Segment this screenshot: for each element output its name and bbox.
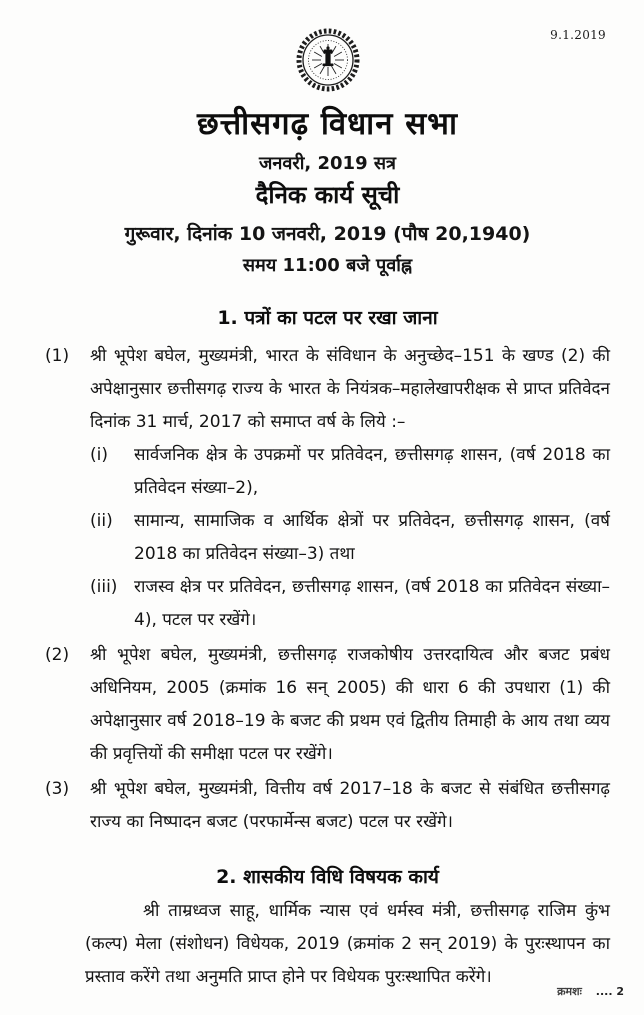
subitem-text: राजस्व क्षेत्र पर प्रतिवेदन, छत्तीसगढ़ शासन, (वर्ष 2018 का प्रतिवेदन संख्या–4), पटल पर रखेंगे।	[134, 577, 610, 630]
next-page-ref: .... 2	[595, 985, 624, 998]
document-title: दैनिक कार्य सूची	[255, 181, 400, 209]
section-2-body	[45, 895, 610, 994]
subitem-text: सामान्य, सामाजिक व आर्थिक क्षेत्रों पर प्रतिवेदन, छत्तीसगढ़ शासन, (वर्ष 2018 का प्रतिवेदन संख्या–3) तथा	[134, 511, 610, 564]
section-1-heading: 1. पत्रों का पटल पर रखा जाना	[217, 307, 438, 329]
sitting-date-line: गुरूवार, दिनांक 10 जनवरी, 2019 (पौष 20,1940)	[124, 223, 531, 245]
assembly-title: छत्तीसगढ़ विधान सभा	[197, 106, 458, 142]
continuation-footer	[557, 984, 624, 999]
agenda-item-3	[45, 773, 610, 839]
header-date: 9.1.2019	[550, 28, 606, 42]
subitem-number: (iii)	[90, 577, 118, 597]
session-line: जनवरी, 2019 सत्र	[259, 153, 396, 174]
item-number: (3)	[45, 779, 70, 799]
agenda-item-1	[45, 340, 610, 439]
item-text: श्री भूपेश बघेल, मुख्यमंत्री, छत्तीसगढ़ राजकोषीय उत्तरदायित्व और बजट प्रबंध अधिनियम, 2005 (क्रमांक 16 सन् 2005) की धारा 6 की उपधारा (1) की अपेक्षानुसार वर्ष 2018–19 के बजट की प्रथम एवं द्वितीय तिमाही के आय तथा व्यय की प्रवृत्तियों की समीक्षा पटल पर रखेंगे।	[90, 645, 610, 764]
agenda-subitem-iii	[90, 571, 610, 637]
item-number: (2)	[45, 645, 70, 665]
subitem-text: सार्वजनिक क्षेत्र के उपक्रमों पर प्रतिवेदन, छत्तीसगढ़ शासन, (वर्ष 2018 का प्रतिवेदन संख्या–2),	[134, 445, 610, 498]
agenda-subitem-ii	[90, 505, 610, 571]
section-2-heading: 2. शासकीय विधि विषयक कार्य	[216, 866, 439, 888]
sitting-time-line: समय 11:00 बजे पूर्वाह्न	[242, 255, 413, 276]
section-1-body	[45, 340, 610, 839]
agenda-item-2	[45, 639, 610, 771]
subitem-number: (i)	[90, 445, 108, 465]
agenda-subitem-i	[90, 439, 610, 505]
continuation-label: क्रमशः	[557, 985, 582, 998]
item-text: श्री भूपेश बघेल, मुख्यमंत्री, वित्तीय वर्ष 2017–18 के बजट से संबंधित छत्तीसगढ़ राज्य का निष्पादन बजट (परफार्मेन्स बजट) पटल पर रखेंगे।	[90, 779, 610, 832]
item-text: श्री भूपेश बघेल, मुख्यमंत्री, भारत के संविधान के अनुच्छेद–151 के खण्ड (2) की अपेक्षानुसार छत्तीसगढ़ राज्य के भारत के नियंत्रक–महालेखापरीक्षक से प्राप्त प्रतिवेदन दिनांक 31 मार्च, 2017 को समाप्त वर्ष के लिये :–	[90, 346, 610, 432]
subitem-number: (ii)	[90, 511, 113, 531]
vidhan-sabha-seal-icon	[290, 26, 366, 96]
item-number: (1)	[45, 346, 70, 366]
bill-introduction-paragraph: श्री ताम्रध्वज साहू, धार्मिक न्यास एवं धर्मस्व मंत्री, छत्तीसगढ़ राजिम कुंभ (कल्प) मेला (संशोधन) विधेयक, 2019 (क्रमांक 2 सन् 2019) के पुरःस्थापन का प्रस्ताव करेंगे तथा अनुमति प्राप्त होने पर विधेयक पुरःस्थापित करेंगे।	[85, 901, 610, 987]
